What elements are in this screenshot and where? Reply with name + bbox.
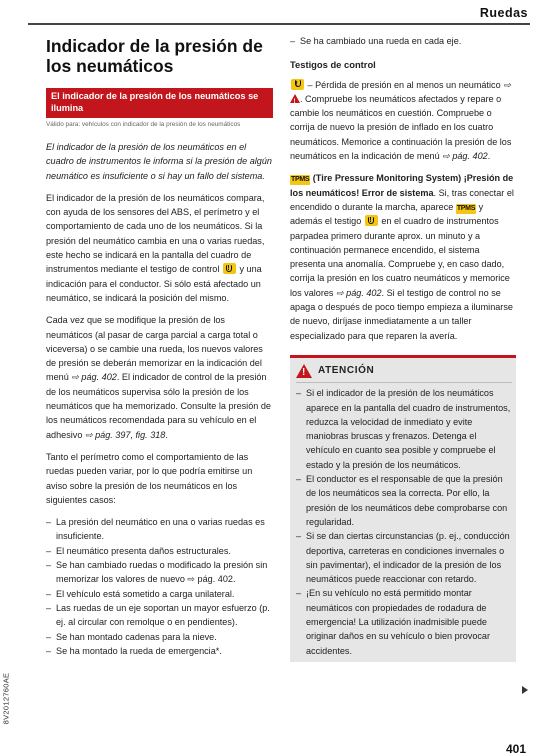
cause-list <box>46 515 273 658</box>
tire-pressure-icon <box>223 263 236 274</box>
tpms-icon: TPMS <box>456 204 476 212</box>
page-ref-link[interactable]: ⇨ pág. 402 <box>71 372 117 383</box>
section-title: Ruedas <box>479 6 528 20</box>
warning-box <box>290 355 516 662</box>
page-ref-link[interactable]: ⇨ pág. 402 <box>442 151 488 162</box>
control-lights-title: Testigos de control <box>290 59 376 71</box>
warning-item: – Si el indicador de la presión de los neumáticos aparece en la pantalla del cuadro de instrumentos, reduzca la velocidad de inmediato y evite maniobras bruscas y frenazos. Detenga el vehículo en cuanto sea posible y compruebe el estado y la presión de los neumáticos. <box>296 386 512 472</box>
right-column <box>290 34 516 662</box>
list-item: – Se han montado cadenas para la nieve. <box>46 630 273 644</box>
list-item: – El vehículo está sometido a carga unilateral. <box>46 587 273 601</box>
warning-triangle-icon <box>296 364 312 378</box>
list-item: – Las ruedas de un eje soportan un mayor esfuerzo (p. ej. al circular con remolque o en pendientes). <box>46 601 273 630</box>
page-ref-link[interactable]: ⇨ pág. 397, fig. 318 <box>84 429 166 440</box>
header-divider <box>28 23 530 25</box>
document-code: 8V2012760AE <box>1 672 11 725</box>
tire-light-paragraph: ! – Pérdida de presión en al menos un neumático ⇨ !. Compruebe los neumáticos afectados y repare o cambie los neumáticos en cuestión. Compruebe o corrija de nuevo la presión de inflado en los cuatro neumáticos. Memorice a continuación la presión de los neumáticos en la indicación de menú ⇨ pág. 402. <box>290 78 516 164</box>
paragraph-2: Cada vez que se modifique la presión de los neumáticos (al pasar de carga parcial a carga total o viceversa) o se cambie una rueda, los nuevos valores de presión se deberán memorizar en la indicación del menú ⇨ pág. 402. El indicador de control de la presión de los neumáticos supervisa sólo la presión de los neumáticos que ha memorizado. Consulte la presión de los neumáticos recomendada para su vehículo en el adhesivo ⇨ pág. 397, fig. 318. <box>46 315 271 440</box>
warning-header <box>296 362 512 383</box>
page-header <box>0 0 548 28</box>
warning-item: – ¡En su vehículo no está permitido montar neumáticos con propiedades de rodadura de emergencia! La utilización inadmisible puede originar daños en su vehículo o bien provocar accidentes. <box>296 586 512 657</box>
page-title: Indicador de la presión de los neumáticos <box>46 36 263 76</box>
warning-title: ATENCIÓN <box>318 364 375 376</box>
warning-ref-link[interactable]: ⇨ <box>503 79 511 90</box>
intro-text: El indicador de la presión de los neumáticos en el cuadro de instrumentos le informa si la presión de algún neumático es insuficiente o si hay un fallo del sistema. <box>46 142 272 181</box>
paragraph-1: El indicador de la presión de los neumáticos compara, con ayuda de los sensores del ABS, el perímetro y el comportamiento de cada uno de los neumáticos. Si la presión del neumático cambia en una o varias ruedas, este hecho se indicará en la pantalla del cuadro de instrumentos mediante el testigo de control ! y una indicación para el conductor. Si sólo está afectado un neumático, se indicará la posición del mismo. <box>46 191 273 305</box>
page-number: 401 <box>505 742 526 756</box>
warning-item: – El conductor es el responsable de que la presión de los neumáticos sea la correcta. Por ello, la presión de los neumáticos debe comprobarse con regularidad. <box>296 472 512 529</box>
continue-arrow-icon <box>522 686 528 694</box>
tire-pressure-icon <box>365 215 378 226</box>
valid-for-note: Válido para: vehículos con indicador de la presión de los neumáticos <box>46 121 241 128</box>
tire-pressure-icon <box>291 79 304 90</box>
tpms-paragraph: TPMS (Tire Pressure Monitoring System) ¡Presión de los neumáticos! Error de sistema. Si, tras conectar el encendido o durante la marcha, aparece TPMS y además el testigo ! en el cuadro de instrumentos parpadea primero durante aprox. un minuto y a continuación permanece encendido, el sistema presenta una anomalía. Compruebe y, en caso dado, corrija la presión en los cuatro neumáticos y memorice los valores ⇨ pág. 402. Si el testigo de control no se apaga o después de poco tiempo empieza a iluminarse de nuevo, diríjase inmediatamente a un taller especializado para que reparen la avería. <box>290 171 516 343</box>
left-column <box>46 34 273 658</box>
paragraph-3: Tanto el perímetro como el comportamiento de las ruedas pueden variar, por lo que podría emitirse un aviso sobre la presión de los neumáticos en los siguientes casos: <box>46 451 253 505</box>
warning-list <box>296 386 512 658</box>
cause-list-continued <box>290 34 516 48</box>
page-ref-link[interactable]: ⇨ pág. 402 <box>336 287 382 298</box>
warning-item: – Si se dan ciertas circunstancias (p. ej., conducción deportiva, carreteras en condiciones invernales o sin pavimentar), el indicador de la presión de los neumáticos puede reaccionar con retardo. <box>296 529 512 586</box>
red-heading: El indicador de la presión de los neumáticos se ilumina <box>46 88 273 118</box>
list-item: – El neumático presenta daños estructurales. <box>46 544 273 558</box>
warning-icon <box>290 94 300 103</box>
list-item: – La presión del neumático en una o varias ruedas es insuficiente. <box>46 515 273 544</box>
tpms-icon: TPMS <box>291 176 310 184</box>
list-item: – Se han cambiado ruedas o modificado la presión sin memorizar los valores de nuevo ⇨ pág. 402. <box>46 558 273 587</box>
list-item: – Se ha cambiado una rueda en cada eje. <box>290 34 516 48</box>
list-item: – Se ha montado la rueda de emergencia*. <box>46 644 273 658</box>
